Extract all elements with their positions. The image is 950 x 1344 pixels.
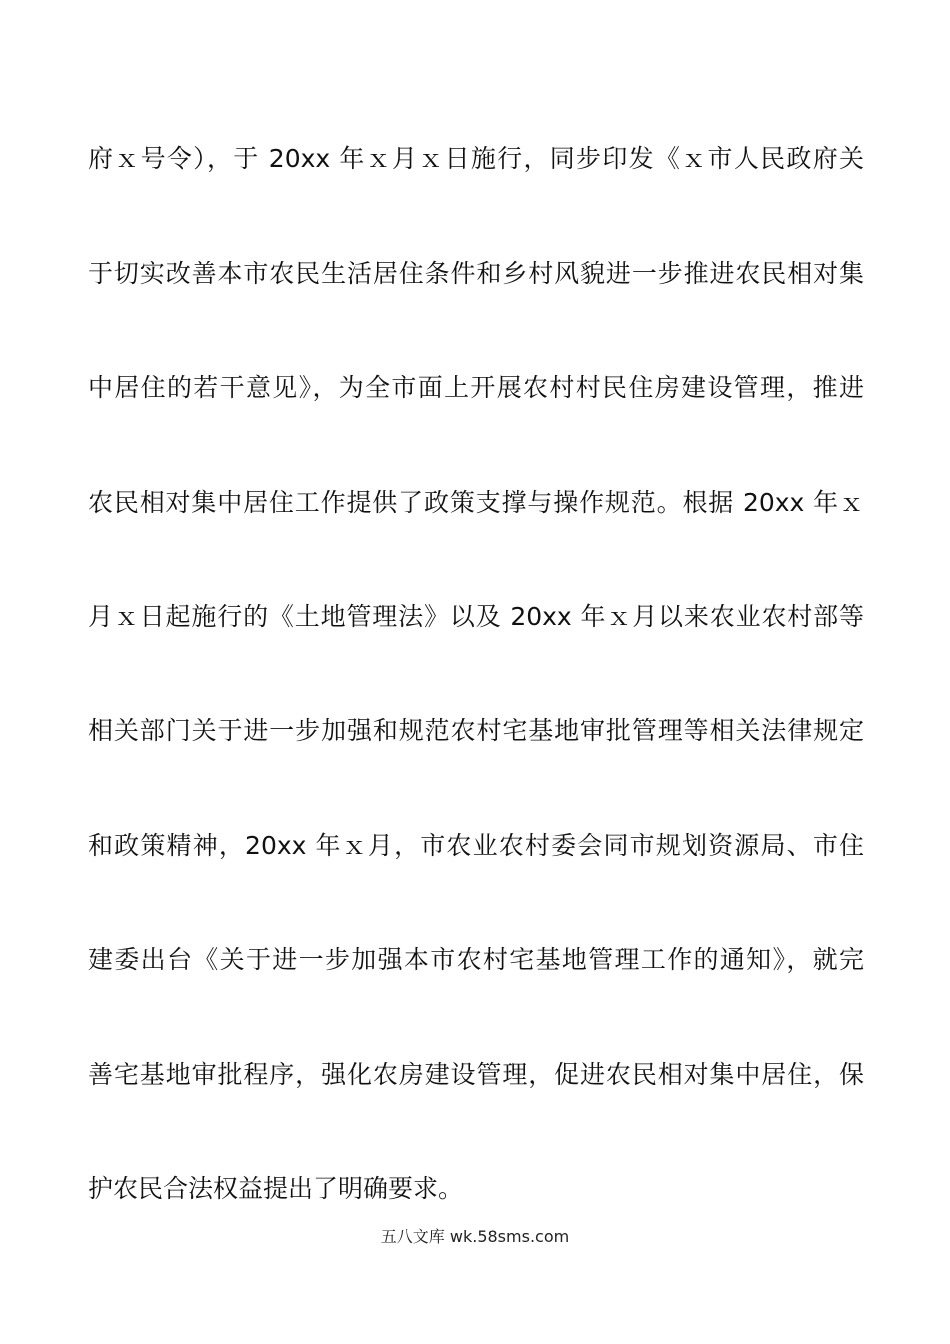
paragraph-line-4: 农民相对集中居住工作提供了政策支撑与操作规范。根据 20xx 年ｘ <box>88 488 864 517</box>
paragraph-line-5: 月ｘ日起施行的《土地管理法》以及 20xx 年ｘ月以来农业农村部等 <box>88 602 864 631</box>
paragraph-line-2: 于切实改善本市农民生活居住条件和乡村风貌进一步推进农民相对集 <box>88 259 864 288</box>
paragraph-line-10: 护农民合法权益提出了明确要求。 <box>88 1174 464 1203</box>
paragraph-line-1: 府ｘ号令），于 20xx 年ｘ月ｘ日施行，同步印发《ｘ市人民政府关 <box>88 144 864 173</box>
footer-watermark: 五八文库 wk.58sms.com <box>380 1227 570 1246</box>
paragraph-line-7: 和政策精神，20xx 年ｘ月，市农业农村委会同市规划资源局、市住 <box>88 831 864 860</box>
paragraph-line-9: 善宅基地审批程序，强化农房建设管理，促进农民相对集中居住，保 <box>88 1060 864 1089</box>
paragraph-line-3: 中居住的若干意见》，为全市面上开展农村村民住房建设管理，推进 <box>88 373 864 402</box>
paragraph-line-6: 相关部门关于进一步加强和规范农村宅基地审批管理等相关法律规定 <box>88 716 864 745</box>
paragraph-line-8: 建委出台《关于进一步加强本市农村宅基地管理工作的通知》，就完 <box>88 945 864 974</box>
